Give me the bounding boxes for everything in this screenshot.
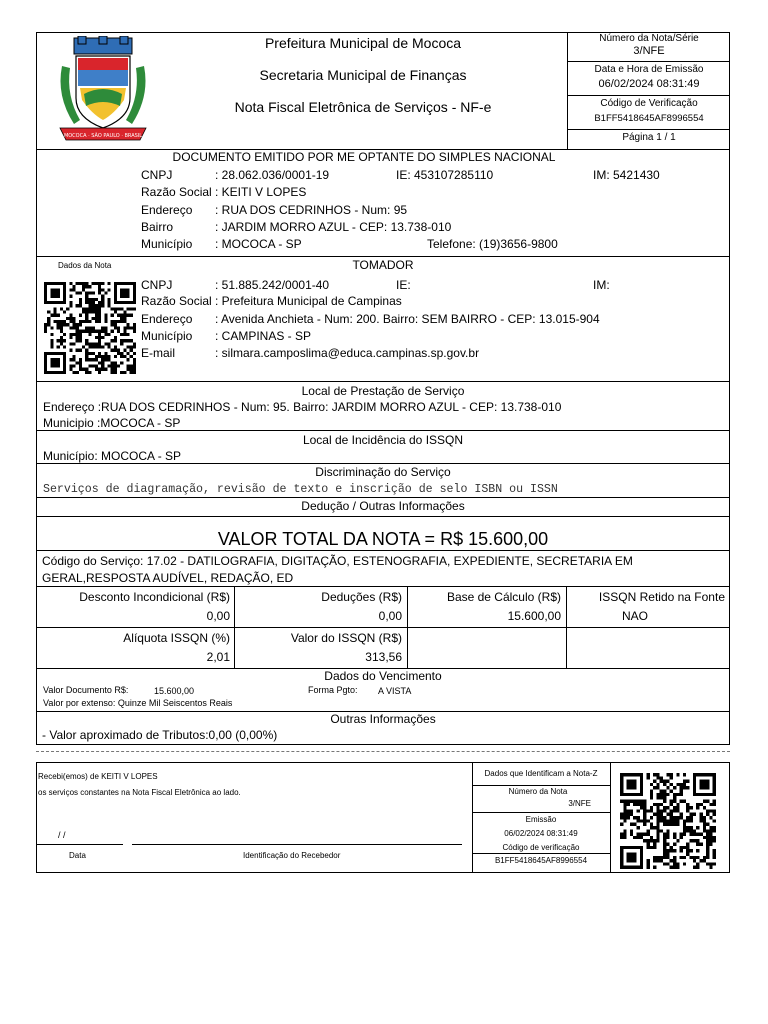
prestador-endereco-label: Endereço (141, 203, 193, 217)
tomador-title: TOMADOR (352, 258, 414, 272)
valor-issqn-label: Valor do ISSQN (R$) (290, 631, 402, 645)
base-calculo-value: 15.600,00 (507, 609, 561, 623)
incidencia-title: Local de Incidência do ISSQN (302, 433, 464, 447)
forma-pgto-value: A VISTA (378, 686, 412, 696)
numero-nota-label: Número da Nota/Série (599, 33, 699, 44)
simples-nacional-title: DOCUMENTO EMITIDO POR ME OPTANTE DO SIMPLES NACIONAL (172, 150, 556, 164)
prestador-razao-label: Razão Social (141, 185, 212, 199)
recibo-numero-label: Número da Nota (508, 787, 568, 796)
tomador-municipio-value: : CAMPINAS - SP (215, 329, 312, 343)
tomador-email-value: : silmara.camposlima@educa.campinas.sp.gov.br (215, 346, 480, 360)
aliquota-label: Alíquota ISSQN (%) (123, 631, 230, 645)
recibo-line2: os serviços constantes na Nota Fiscal Eletrônica ao lado. (38, 788, 241, 797)
recibo-emissao-value: 06/02/2024 08:31:49 (504, 829, 578, 838)
outras-informacoes-title: Outras Informações (330, 712, 436, 726)
valor-documento-label: Valor Documento R$: (43, 685, 129, 695)
pagina-indicator: Página 1 / 1 (622, 132, 676, 143)
cut-line (36, 751, 730, 752)
discriminacao-title: Discriminação do Serviço (315, 465, 451, 479)
recibo-numero-value: 3/NFE (568, 799, 591, 808)
base-calculo-label: Base de Cálculo (R$) (446, 590, 561, 604)
prestador-municipio-label: Município (141, 237, 193, 251)
tomador-cnpj-value: : 51.885.242/0001-40 (215, 278, 330, 292)
prestador-razao-value: : KEITI V LOPES (215, 185, 307, 199)
codigo-servico-line2: GERAL,RESPOSTA AUDÍVEL, REDAÇÃO, ED (42, 571, 294, 585)
deducao-title: Dedução / Outras Informações (301, 499, 465, 513)
deducoes-value: 0,00 (378, 609, 402, 623)
recibo-emissao-label: Emissão (525, 815, 557, 824)
nfe-title: Nota Fiscal Eletrônica de Serviços - NF-e (234, 99, 492, 115)
local-prestacao-municipio: Municipio :MOCOCA - SP (43, 416, 181, 430)
forma-pgto-label: Forma Pgto: (308, 685, 358, 695)
recibo-qr-code (620, 773, 716, 869)
prestador-im: IM: 5421430 (593, 168, 660, 182)
valor-extenso: Valor por extenso: Quinze Mil Seiscentos Reais (43, 698, 233, 708)
prestador-cnpj-value: : 28.062.036/0001-19 (215, 168, 330, 182)
tomador-endereco-label: Endereço (141, 312, 193, 326)
prestador-cnpj-label: CNPJ (141, 168, 173, 182)
prefeitura-title: Prefeitura Municipal de Mococa (264, 35, 462, 51)
data-emissao-value: 06/02/2024 08:31:49 (598, 78, 700, 90)
tomador-email-label: E-mail (141, 346, 176, 360)
recibo-ident-title: Dados que Identificam a Nota-Z (484, 769, 598, 778)
tomador-municipio-label: Município (141, 329, 193, 343)
tomador-cnpj-label: CNPJ (141, 278, 173, 292)
codigo-verificacao-value: B1FF5418645AF8996554 (594, 113, 704, 124)
tomador-razao-value: : Prefeitura Municipal de Campinas (215, 294, 402, 308)
recibo-date-slashes: / / (58, 830, 66, 840)
tomador-endereco-value: : Avenida Anchieta - Num: 200. Bairro: SEM BAIRRO - CEP: 13.015-904 (215, 312, 600, 326)
prestador-bairro-value: : JARDIM MORRO AZUL - CEP: 13.738-010 (215, 220, 452, 234)
recibo-data-label: Data (69, 851, 86, 860)
desconto-label: Desconto Incondicional (R$) (79, 590, 230, 604)
dados-nota-label: Dados da Nota (58, 261, 112, 270)
prestador-bairro-label: Bairro (141, 220, 174, 234)
tomador-razao-label: Razão Social (141, 294, 212, 308)
prestador-ie: IE: 453107285110 (396, 168, 494, 182)
aliquota-value: 2,01 (206, 650, 230, 664)
prestador-telefone: Telefone: (19)3656-9800 (427, 237, 558, 251)
recibo-identificacao-label: Identificação do Recebedor (243, 851, 341, 860)
desconto-value: 0,00 (206, 609, 230, 623)
recibo-line1: Recebi(emos) de KEITI V LOPES (38, 772, 158, 781)
local-prestacao-title: Local de Prestação de Serviço (301, 384, 465, 398)
svg-text:MOCOCA · SÃO PAULO · BRASIL: MOCOCA · SÃO PAULO · BRASIL (63, 133, 143, 139)
mococa-coat-of-arms-logo (54, 36, 152, 144)
valor-documento-value: 15.600,00 (154, 686, 195, 696)
codigo-servico-line1: Código do Serviço: 17.02 - DATILOGRAFIA, DIGITAÇÃO, ESTENOGRAFIA, EXPEDIENTE, SECRETARIA EM (42, 554, 633, 568)
tomador-im: IM: (593, 278, 610, 292)
local-prestacao-endereco: Endereço :RUA DOS CEDRINHOS - Num: 95. Bairro: JARDIM MORRO AZUL - CEP: 13.738-010 (43, 400, 562, 414)
recibo-codigo-value: B1FF5418645AF8996554 (494, 856, 588, 865)
vencimento-title: Dados do Vencimento (324, 669, 442, 683)
issqn-retido-label: ISSQN Retido na Fonte (598, 590, 725, 604)
recibo-codigo-label: Código de verificação (502, 843, 580, 852)
valor-total-nota: VALOR TOTAL DA NOTA = R$ 15.600,00 (217, 529, 549, 549)
issqn-retido-value: NAO (621, 609, 648, 623)
valor-aproximado-tributos: - Valor aproximado de Tributos:0,00 (0,00%) (42, 728, 278, 742)
codigo-verificacao-label: Código de Verificação (600, 98, 698, 109)
incidencia-municipio: Município: MOCOCA - SP (43, 449, 182, 463)
secretaria-title: Secretaria Municipal de Finanças (259, 67, 467, 83)
tomador-ie: IE: (396, 278, 411, 292)
discriminacao-text: Serviços de diagramação, revisão de texto e inscrição de selo ISBN ou ISSN (43, 483, 558, 496)
prestador-endereco-value: : RUA DOS CEDRINHOS - Num: 95 (215, 203, 408, 217)
prestador-municipio-value: : MOCOCA - SP (215, 237, 302, 251)
data-emissao-label: Data e Hora de Emissão (594, 64, 704, 75)
numero-nota-value: 3/NFE (633, 45, 665, 57)
qr-code (44, 282, 136, 374)
valor-issqn-value: 313,56 (365, 650, 402, 664)
deducoes-label: Deduções (R$) (321, 590, 402, 604)
